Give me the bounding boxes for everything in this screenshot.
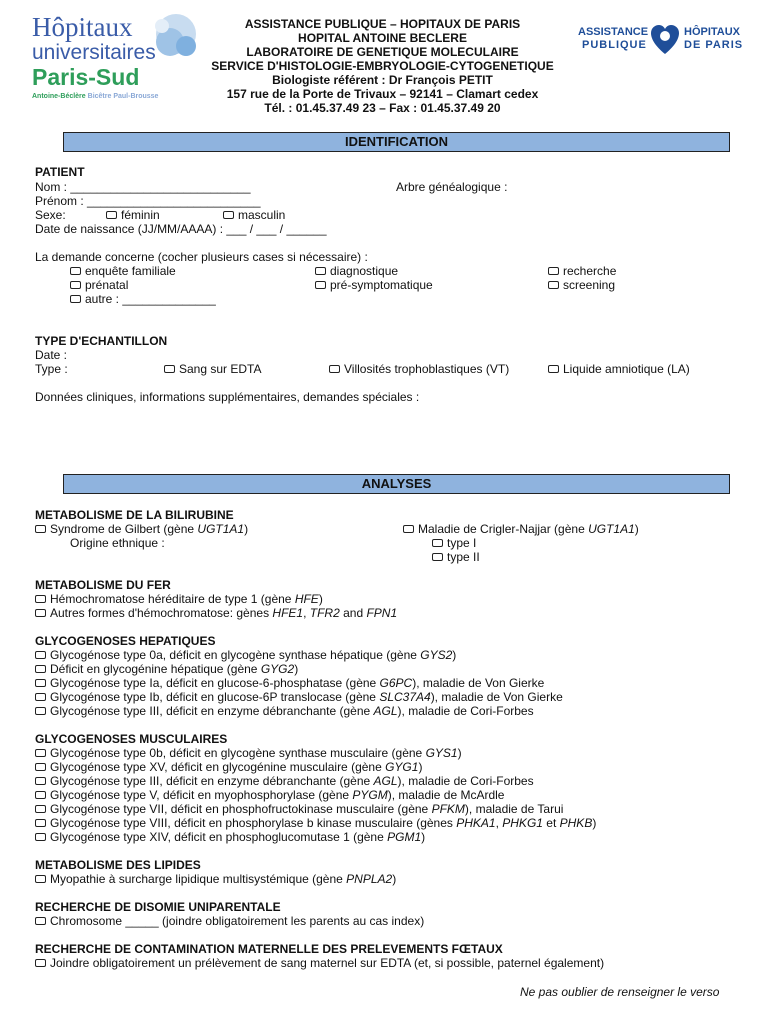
gene-name: PHKB — [559, 816, 593, 830]
glycogenoses-musculaires-heading: GLYCOGENOSES MUSCULAIRES — [35, 732, 228, 746]
gene-name: PYGM — [352, 788, 388, 802]
type2-option[interactable] — [432, 550, 480, 564]
glycogenose-hepatique-option[interactable] — [35, 704, 534, 718]
checkbox[interactable] — [35, 777, 46, 785]
logo-hopitaux-paris-sud — [30, 12, 190, 104]
option-label: Myopathie à surcharge lipidique multisystémique (gène — [50, 872, 347, 886]
glycogenose-musculaire-option[interactable] — [35, 760, 422, 774]
option-label: ) — [418, 760, 423, 774]
header-line: Biologiste référent : Dr François PETIT — [272, 73, 493, 87]
lipides-heading: METABOLISME DES LIPIDES — [35, 858, 201, 872]
gene-name: HFE1 — [272, 606, 304, 620]
bilirubine-heading: METABOLISME DE LA BILIRUBINE — [35, 508, 234, 522]
option-label: ) — [452, 648, 457, 662]
gilbert-option[interactable] — [35, 522, 248, 536]
logo-line3: Paris-Sud — [32, 64, 140, 90]
checkbox[interactable] — [432, 539, 443, 547]
gene-name: GYG2 — [260, 662, 295, 676]
contamination-heading: RECHERCHE DE CONTAMINATION MATERNELLE DES PRELEVEMENTS FŒTAUX — [35, 942, 503, 956]
crigler-option[interactable] — [403, 522, 639, 536]
checkbox[interactable] — [106, 211, 117, 219]
option-label: Glycogénose type XIV, déficit en phosphoglucomutase 1 (gène — [50, 830, 388, 844]
glycogenose-hepatique-option[interactable] — [35, 662, 298, 676]
recherche-label: recherche — [563, 264, 617, 278]
patient-heading: PATIENT — [35, 165, 85, 179]
liquide-label: Liquide amniotique (LA) — [563, 362, 690, 376]
presymptomatique-option[interactable] — [315, 278, 433, 292]
checkbox[interactable] — [548, 365, 559, 373]
gene-name: UGT1A1 — [588, 522, 635, 536]
checkbox[interactable] — [35, 805, 46, 813]
checkbox[interactable] — [70, 281, 81, 289]
gene-name: FPN1 — [366, 606, 398, 620]
masculin-label: masculin — [238, 208, 286, 222]
prenatal-label: prénatal — [85, 278, 129, 292]
checkbox[interactable] — [70, 295, 81, 303]
gene-name: GYG1 — [385, 760, 419, 774]
checkbox[interactable] — [35, 749, 46, 757]
origine-ethnique-label: Origine ethnique : — [70, 536, 165, 550]
header-line: SERVICE D'HISTOLOGIE-EMBRYOLOGIE-CYTOGENETIQUE — [211, 59, 554, 73]
diagnostique-label: diagnostique — [330, 264, 399, 278]
prenom-field[interactable]: Prénom : __________________________ — [35, 194, 261, 208]
logo-line1: Hôpitaux — [32, 12, 133, 42]
glycogenose-musculaire-option[interactable] — [35, 788, 504, 802]
enquete-label: enquête familiale — [85, 264, 176, 278]
masculin-option[interactable] — [223, 208, 285, 222]
feminin-option[interactable] — [106, 208, 160, 222]
checkbox[interactable] — [329, 365, 340, 373]
header-line: LABORATOIRE DE GENETIQUE MOLECULAIRE — [246, 45, 519, 59]
option-label: Hémochromatose héréditaire de type 1 (gène — [50, 592, 295, 606]
option-label: et — [542, 816, 560, 830]
date-naissance-field[interactable]: Date de naissance (JJ/MM/AAAA) : ___ / ___ / ______ — [35, 222, 327, 236]
option-label: ) — [592, 816, 597, 830]
option-label: Glycogénose type Ib, déficit en glucose-6P translocase (gène — [50, 690, 380, 704]
sexe-label: Sexe: — [35, 208, 66, 222]
arbre-genealogique: Arbre généalogique : — [396, 180, 508, 194]
type-label: Type : — [35, 362, 68, 376]
donnees-cliniques-label: Données cliniques, informations supplémentaires, demandes spéciales : — [35, 390, 420, 404]
checkbox[interactable] — [35, 875, 46, 883]
checkbox[interactable] — [35, 651, 46, 659]
presymptomatique-label: pré-symptomatique — [330, 278, 433, 292]
glycogenoses-hepatiques-heading: GLYCOGENOSES HEPATIQUES — [35, 634, 216, 648]
option-label: ), maladie de Von Gierke — [430, 690, 563, 704]
glycogenose-musculaire-option[interactable] — [35, 802, 563, 816]
option-label: Déficit en glycogénine hépatique (gène — [50, 662, 261, 676]
gene-name: TFR2 — [309, 606, 340, 620]
option-label: ), maladie de Tarui — [464, 802, 564, 816]
checkbox[interactable] — [35, 693, 46, 701]
logo-sub — [32, 93, 158, 100]
glycogenose-hepatique-option[interactable] — [35, 648, 456, 662]
logo-sub1: Antoine-Béclère — [32, 93, 86, 100]
header-line: ASSISTANCE PUBLIQUE – HOPITAUX DE PARIS — [244, 17, 521, 31]
checkbox[interactable] — [432, 553, 443, 561]
prenatal-option[interactable] — [70, 278, 128, 292]
checkbox[interactable] — [35, 833, 46, 841]
option-label: Autres formes d'hémochromatose: gènes — [50, 606, 273, 620]
crigler-label: Maladie de Crigler-Najjar (gène — [418, 522, 589, 536]
glycogenose-musculaire-option[interactable] — [35, 746, 462, 760]
gene-name: AGL — [373, 774, 398, 788]
fer-heading: METABOLISME DU FER — [35, 578, 171, 592]
gene-name: GYS1 — [425, 746, 458, 760]
option-label: ), maladie de Cori-Forbes — [397, 774, 534, 788]
autre-label: autre : ______________ — [85, 292, 216, 306]
section-identification: IDENTIFICATION — [63, 132, 730, 152]
footer-note: Ne pas oublier de renseigner le verso — [520, 985, 720, 999]
logo-aphp-t3: HÔPITAUX — [684, 26, 741, 38]
glycogenose-hepatique-option[interactable] — [35, 690, 563, 704]
option-label: Glycogénose type VIII, déficit en phosphorylase b kinase musculaire (gènes — [50, 816, 457, 830]
screening-option[interactable] — [548, 278, 615, 292]
hemochromatose-autres-option[interactable]: Autres formes d'hémochromatose: gènes HFE1, TFR2 and FPN1 — [35, 606, 397, 620]
checkbox[interactable] — [223, 211, 234, 219]
option-label: Glycogénose type Ia, déficit en glucose-6-phosphatase (gène — [50, 676, 380, 690]
enquete-option[interactable] — [70, 264, 176, 278]
checkbox[interactable] — [35, 959, 46, 967]
nom-field[interactable]: Nom : ___________________________ — [35, 180, 251, 194]
option-label: ) — [457, 746, 462, 760]
glycogenose-musculaire-option[interactable] — [35, 830, 425, 844]
option-label: ), maladie de Cori-Forbes — [397, 704, 534, 718]
villosites-option[interactable] — [329, 362, 509, 376]
gene-name: PHKA1 — [456, 816, 496, 830]
option-label: Glycogénose type 0a, déficit en glycogène synthase hépatique (gène — [50, 648, 421, 662]
paren: ) — [244, 522, 249, 536]
chromosome-option[interactable] — [35, 914, 424, 928]
option-label: ), maladie de Von Gierke — [412, 676, 545, 690]
type1-label: type I — [447, 536, 477, 550]
option-label: ) — [421, 830, 426, 844]
checkbox[interactable] — [70, 267, 81, 275]
checkbox[interactable] — [164, 365, 175, 373]
checkbox[interactable] — [35, 819, 46, 827]
type1-option[interactable] — [432, 536, 476, 550]
option-label: Glycogénose type VII, déficit en phosphofructokinase musculaire (gène — [50, 802, 432, 816]
gilbert-label: Syndrome de Gilbert (gène — [50, 522, 198, 536]
gene-name: PFKM — [431, 802, 465, 816]
header-line: 157 rue de la Porte de Trivaux – 92141 – Clamart cedex — [226, 87, 539, 101]
checkbox[interactable] — [35, 609, 46, 617]
villosites-label: Villosités trophoblastiques (VT) — [344, 362, 510, 376]
hemochromatose-type1-option[interactable] — [35, 592, 323, 606]
gene-name: PHKG1 — [502, 816, 543, 830]
checkbox[interactable] — [35, 707, 46, 715]
header-line: HOPITAL ANTOINE BECLERE — [298, 31, 467, 45]
logo-sub3: Paul-Brousse — [113, 93, 159, 100]
checkbox[interactable] — [315, 281, 326, 289]
conj: and — [339, 606, 367, 620]
type2-label: type II — [447, 550, 480, 564]
diagnostique-option[interactable] — [315, 264, 398, 278]
heart-icon — [650, 24, 680, 56]
paren: ) — [634, 522, 639, 536]
sang-maternel-option[interactable] — [35, 956, 604, 970]
checkbox[interactable] — [35, 595, 46, 603]
sang-edta-option[interactable] — [164, 362, 261, 376]
logo-sub2: Bicêtre — [87, 93, 112, 100]
checkbox[interactable] — [315, 267, 326, 275]
autre-option[interactable] — [70, 292, 216, 306]
logo-aphp — [578, 24, 753, 58]
feminin-label: féminin — [121, 208, 160, 222]
date-label: Date : — [35, 348, 68, 362]
sang-edta-label: Sang sur EDTA — [179, 362, 262, 376]
disomie-heading: RECHERCHE DE DISOMIE UNIPARENTALE — [35, 900, 281, 914]
type-echantillon-heading: TYPE D'ECHANTILLON — [35, 334, 168, 348]
option-label: Glycogénose type XV, déficit en glycogénine musculaire (gène — [50, 760, 386, 774]
gene-name: HFE — [294, 592, 319, 606]
checkbox[interactable] — [35, 917, 46, 925]
checkbox[interactable] — [548, 281, 559, 289]
header-line: Tél. : 01.45.37.49 23 – Fax : 01.45.37.49 20 — [264, 101, 501, 115]
option-label: Glycogénose type III, déficit en enzyme débranchante (gène — [50, 774, 374, 788]
screening-label: screening — [563, 278, 616, 292]
glycogenose-musculaire-option[interactable] — [35, 774, 534, 788]
myopathie-option[interactable] — [35, 872, 396, 886]
checkbox[interactable] — [548, 267, 559, 275]
checkbox[interactable] — [35, 665, 46, 673]
option-label: Glycogénose type 0b, déficit en glycogène synthase musculaire (gène — [50, 746, 426, 760]
checkbox[interactable] — [35, 679, 46, 687]
logo-line2: universitaires — [32, 41, 156, 64]
checkbox[interactable] — [35, 525, 46, 533]
gene-name: AGL — [373, 704, 398, 718]
option-label: ), maladie de McArdle — [387, 788, 505, 802]
option-label: Glycogénose type III, déficit en enzyme débranchante (gène — [50, 704, 374, 718]
logo-aphp-t1: ASSISTANCE — [578, 26, 649, 38]
logo-aphp-t2: PUBLIQUE — [582, 39, 647, 51]
checkbox[interactable] — [35, 791, 46, 799]
option-label: , — [495, 816, 503, 830]
liquide-option[interactable] — [548, 362, 690, 376]
checkbox[interactable] — [403, 525, 414, 533]
option-label: Glycogénose type V, déficit en myophosphorylase (gène — [50, 788, 353, 802]
option-label: ) — [294, 662, 299, 676]
demande-label: La demande concerne (cocher plusieurs cases si nécessaire) : — [35, 250, 368, 264]
option-label: Chromosome _____ (joindre obligatoirement les parents au cas index) — [50, 914, 425, 928]
recherche-option[interactable] — [548, 264, 616, 278]
glycogenose-hepatique-option[interactable] — [35, 676, 544, 690]
gene-name: GYS2 — [420, 648, 453, 662]
gene-name: SLC37A4 — [379, 690, 431, 704]
gene-name: PGM1 — [387, 830, 422, 844]
checkbox[interactable] — [35, 763, 46, 771]
option-label: Joindre obligatoirement un prélèvement de sang maternel sur EDTA (et, si possible, paternel également) — [50, 956, 605, 970]
glycogenose-musculaire-option[interactable] — [35, 816, 596, 830]
section-analyses: ANALYSES — [63, 474, 730, 494]
gene-name: UGT1A1 — [197, 522, 245, 536]
gene-name: PNPLA2 — [346, 872, 393, 886]
paren: ) — [318, 592, 323, 606]
logo-aphp-t4: DE PARIS — [684, 39, 744, 51]
gene-name: G6PC — [379, 676, 413, 690]
paren: ) — [392, 872, 397, 886]
